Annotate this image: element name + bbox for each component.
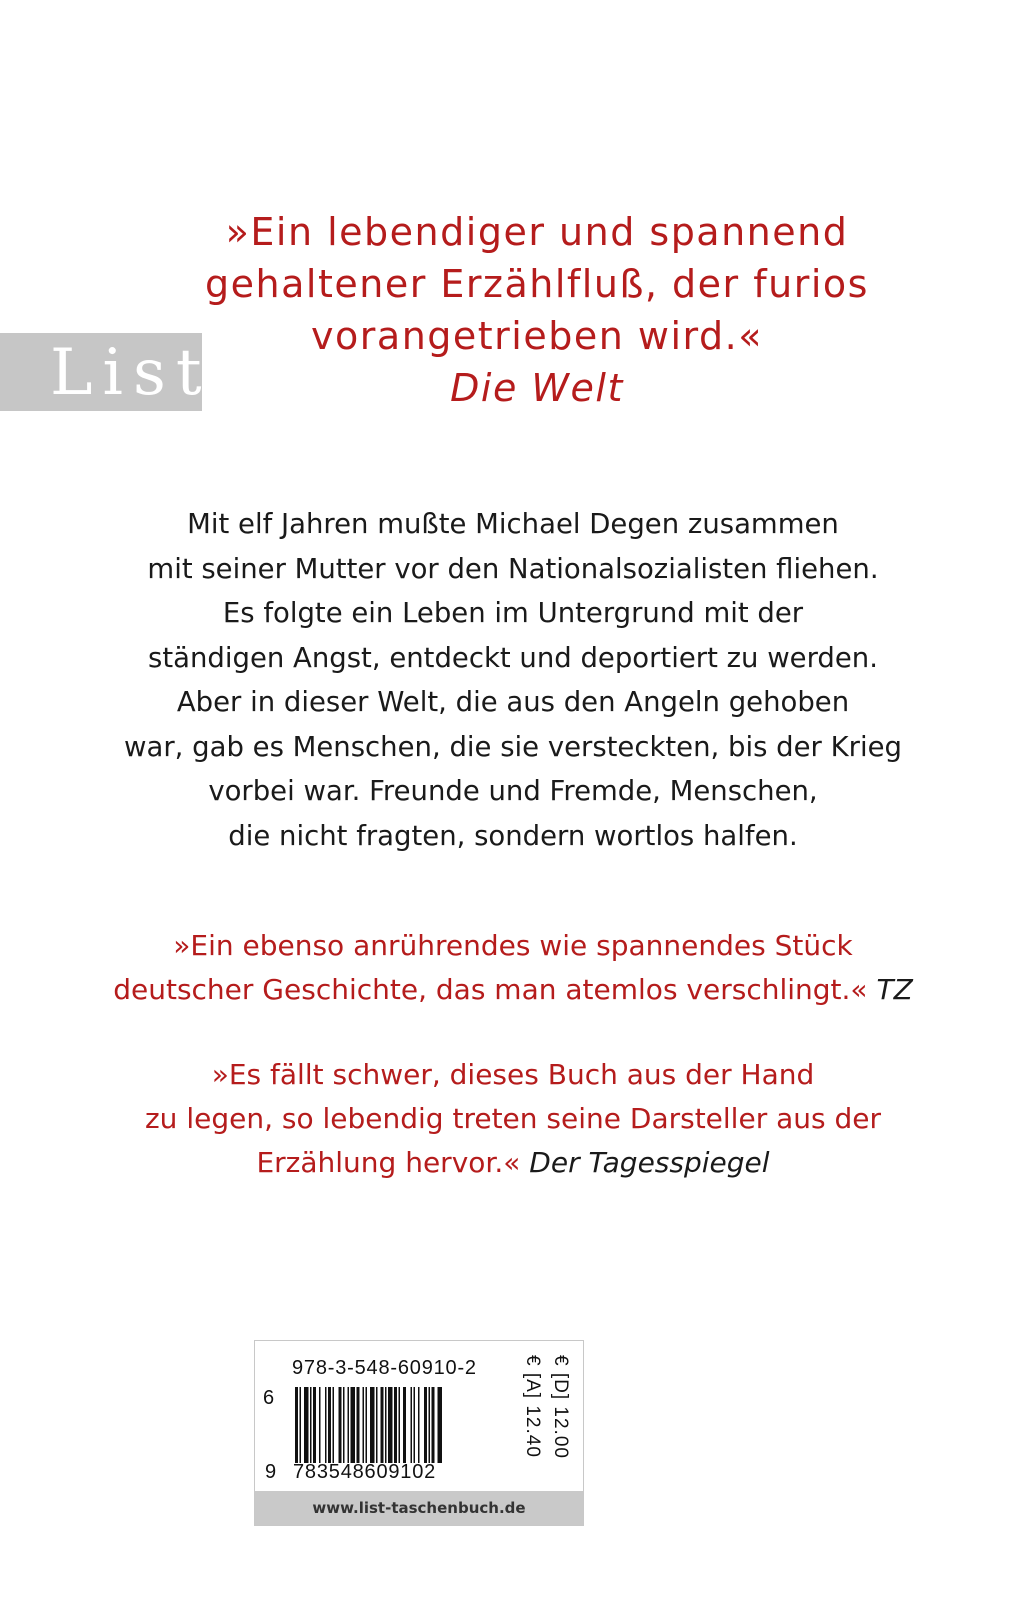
blurb-line-8: die nicht fragten, sondern wortlos halfen. — [228, 819, 798, 852]
isbn-number: 978-3-548-60910-2 — [292, 1357, 477, 1379]
publisher-logo: List — [50, 336, 212, 410]
publisher-website[interactable]: www.list-taschenbuch.de — [255, 1491, 583, 1525]
blurb-line-3: Es folgte ein Leben im Untergrund mit der — [222, 597, 804, 629]
review-tz-line-2 — [80, 968, 946, 1012]
review-tagesspiegel-line-3 — [80, 1141, 946, 1185]
blurb-line-6: war, gab es Menschen, die sie versteckten, bis der Krieg — [124, 730, 902, 763]
review-tz-source: TZ — [876, 973, 913, 1006]
barcode-bars — [295, 1387, 519, 1463]
review-tz-line-2-text: deutscher Geschichte, das man atemlos verschlingt.« — [113, 973, 868, 1006]
blurb-line-1: Mit elf Jahren mußte Michael Degen zusammen — [187, 508, 839, 540]
price-austria: € [A] 12.40 — [522, 1355, 543, 1458]
review-tz-line-1: »Ein ebenso anrührendes wie spannendes Stück — [173, 929, 853, 962]
top-quote — [202, 206, 872, 414]
top-quote-line-1: »Ein lebendiger und spannend — [225, 210, 849, 254]
review-tagesspiegel-source: Der Tagesspiegel — [529, 1146, 770, 1179]
top-quote-source: Die Welt — [450, 366, 624, 410]
barcode-digit-top: 6 — [263, 1387, 275, 1409]
review-tagesspiegel-line-2: zu legen, so lebendig treten seine Darsteller aus der — [144, 1102, 882, 1135]
review-tagesspiegel-line-3-text: Erzählung hervor.« — [256, 1146, 521, 1179]
book-blurb — [120, 502, 906, 858]
barcode-digit-bottom: 9 — [265, 1461, 277, 1483]
blurb-line-2: mit seiner Mutter vor den Nationalsozialisten fliehen. — [147, 552, 879, 585]
top-quote-line-3: vorangetrieben wird.« — [311, 314, 763, 358]
ean-digits: 783548609102 — [293, 1461, 437, 1483]
top-quote-line-2: gehaltener Erzählfluß, der furios — [205, 262, 869, 306]
barcode-panel — [254, 1340, 584, 1526]
review-tagesspiegel-line-1: »Es fällt schwer, dieses Buch aus der Hand — [211, 1058, 815, 1091]
review-tagesspiegel — [80, 1053, 946, 1185]
blurb-line-4: ständigen Angst, entdeckt und deportiert zu werden. — [148, 641, 878, 674]
price-germany: € [D] 12.00 — [550, 1355, 571, 1459]
blurb-line-7: vorbei war. Freunde und Fremde, Menschen, — [208, 775, 818, 807]
blurb-line-5: Aber in dieser Welt, die aus den Angeln gehoben — [176, 686, 850, 718]
review-tz — [80, 924, 946, 1012]
